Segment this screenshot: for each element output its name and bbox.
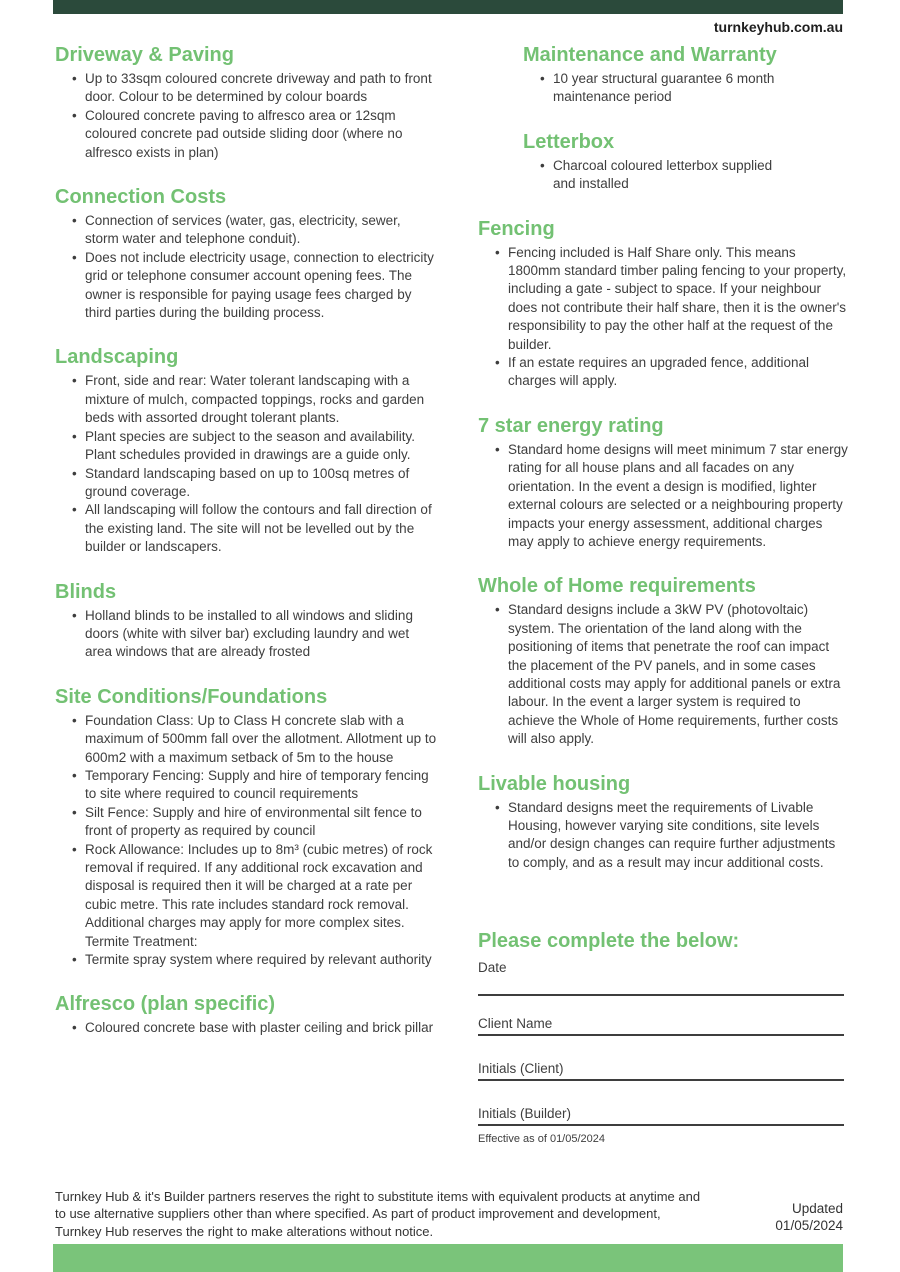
right-column — [478, 44, 848, 872]
bullet-item: • 10 year structural guarantee 6 month maintenance period — [540, 70, 793, 107]
bullet-item: • Plant species are subject to the season and availability. Plant schedules provided in drawings are a guide only. — [72, 428, 437, 465]
bullet-item: • Does not include electricity usage, connection to electricity grid or telephone consumer account opening fees. The owner is responsible for paying usage fees charged by third parties during the building process. — [72, 249, 437, 323]
footer-updated — [775, 1200, 843, 1234]
bullet-list — [478, 441, 848, 551]
section-title: Blinds — [55, 580, 117, 603]
bullet-item: • Foundation Class: Up to Class H concrete slab with a maximum of 500mm fall over the allotment. Allotment up to 600m2 with a maximum setback of 5m to the house — [72, 712, 437, 767]
bullet-item: • Standard home designs will meet minimum 7 star energy rating for all house plans and all facades on any orientation. In the event a design is modified, lighter external colours are selected or a neighbouring property impacts your energy assessment, additional charges may apply to achieve energy requirements. — [495, 441, 848, 551]
effective-date-note: Effective as of 01/05/2024 — [478, 1133, 605, 1145]
bullet-item: • All landscaping will follow the contours and fall direction of the existing land. The site will not be levelled out by the builder or landscapers. — [72, 501, 437, 556]
section-driveway-paving — [55, 44, 455, 162]
section-title: Site Conditions/Foundations — [55, 685, 328, 708]
top-accent-bar — [53, 0, 843, 14]
section-landscaping — [55, 346, 455, 556]
section-title: Whole of Home requirements — [478, 575, 756, 598]
section-blinds — [55, 581, 455, 662]
bullet-list — [478, 799, 848, 873]
section-livable-housing — [478, 773, 848, 873]
section-fencing — [478, 218, 848, 391]
indented-section-group — [523, 44, 848, 194]
bottom-accent-bar — [53, 1244, 843, 1272]
bullet-item: • Temporary Fencing: Supply and hire of temporary fencing to site where required to council requirements — [72, 767, 437, 804]
bullet-item: • Up to 33sqm coloured concrete driveway and path to front door. Colour to be determined by colour boards — [72, 70, 437, 107]
bullet-list — [478, 601, 848, 748]
bullet-list — [55, 607, 455, 662]
bullet-item: • Silt Fence: Supply and hire of environmental silt fence to front of property as required by council — [72, 804, 437, 841]
bullet-item: • Connection of services (water, gas, electricity, sewer, storm water and telephone conduit). — [72, 212, 437, 249]
footer-disclaimer: Turnkey Hub & it's Builder partners reserves the right to substitute items with equivalent products at anytime and to use alternative suppliers other than where specified. As part of product improvement and development, Turnkey Hub reserves the right to make alterations without notice. — [55, 1189, 701, 1239]
left-column — [55, 44, 455, 1038]
section-title: Livable housing — [478, 772, 631, 795]
section-title: Letterbox — [523, 130, 615, 153]
bullet-item: • Coloured concrete paving to alfresco area or 12sqm coloured concrete pad outside sliding door (where no alfresco exists in plan) — [72, 107, 437, 162]
bullet-item: • Charcoal coloured letterbox supplied and installed — [540, 157, 793, 194]
completion-form — [478, 930, 844, 1160]
bullet-item: • Standard designs meet the requirements of Livable Housing, however varying site conditions, site levels and/or design changes can require further adjustments to comply, and as a result may incur additional costs. — [495, 799, 848, 873]
updated-date: 01/05/2024 — [775, 1218, 843, 1233]
section-connection-costs — [55, 186, 455, 322]
website-url: turnkeyhub.com.au — [713, 19, 843, 35]
section-energy-rating — [478, 415, 848, 551]
bullet-item: • If an estate requires an upgraded fence, additional charges will apply. — [495, 354, 848, 391]
date-signature-line — [478, 994, 844, 996]
bullet-list — [55, 372, 455, 556]
section-title: Connection Costs — [55, 186, 227, 209]
section-alfresco — [55, 993, 455, 1037]
section-title: Alfresco (plan specific) — [55, 993, 276, 1016]
client-name-field: Client Name — [478, 1016, 844, 1036]
bullet-list — [55, 712, 455, 970]
section-letterbox — [523, 131, 848, 194]
bullet-item: • Front, side and rear: Water tolerant landscaping with a mixture of mulch, compacted toppings, rocks and garden beds with assorted drought tolerant plants. — [72, 372, 437, 427]
initials-builder-field: Initials (Builder) — [478, 1106, 844, 1126]
bullet-list — [478, 244, 848, 391]
bullet-list — [55, 212, 455, 322]
date-label: Date — [478, 960, 507, 975]
bullet-item: • Rock Allowance: Includes up to 8m³ (cubic metres) of rock removal if required. If any additional rock excavation and disposal is required then it will be charged at a rate per cubic metre. This rate includes standard rock removal. Additional charges may apply for more complex sites. Termite Treatment: — [72, 841, 437, 951]
bullet-list — [55, 70, 455, 162]
form-title: Please complete the below: — [478, 930, 740, 952]
section-site-conditions — [55, 686, 455, 970]
section-maintenance-warranty — [523, 44, 848, 107]
section-title: Maintenance and Warranty — [523, 44, 777, 66]
bullet-item: • Standard designs include a 3kW PV (photovoltaic) system. The orientation of the land along with the positioning of items that penetrate the roof can impact the placement of the PV panels, and in some cases additional costs may apply for additional panels or extra labour. In the event a larger system is required to achieve the Whole of Home requirements, further costs will also apply. — [495, 601, 848, 748]
bullet-list — [523, 157, 848, 194]
bullet-item: • Termite spray system where required by relevant authority — [72, 951, 437, 969]
section-whole-of-home — [478, 575, 848, 748]
initials-client-field: Initials (Client) — [478, 1061, 844, 1081]
updated-label: Updated — [791, 1201, 843, 1216]
section-title: Landscaping — [55, 346, 179, 369]
section-title: 7 star energy rating — [478, 414, 664, 437]
bullet-item: • Holland blinds to be installed to all windows and sliding doors (white with silver bar) excluding laundry and wet area windows that are already frosted — [72, 607, 437, 662]
bullet-list — [55, 1019, 455, 1037]
bullet-item: • Coloured concrete base with plaster ceiling and brick pillar — [72, 1019, 437, 1037]
section-title: Fencing — [478, 217, 555, 240]
bullet-item: • Standard landscaping based on up to 100sq metres of ground coverage. — [72, 465, 437, 502]
bullet-list — [523, 70, 848, 107]
section-title: Driveway & Paving — [55, 44, 234, 66]
bullet-item: • Fencing included is Half Share only. This means 1800mm standard timber paling fencing to your property, including a gate - subject to space. If your neighbour does not contribute their half share, then it is the owner's responsibility to pay the other half at the request of the builder. — [495, 244, 848, 354]
